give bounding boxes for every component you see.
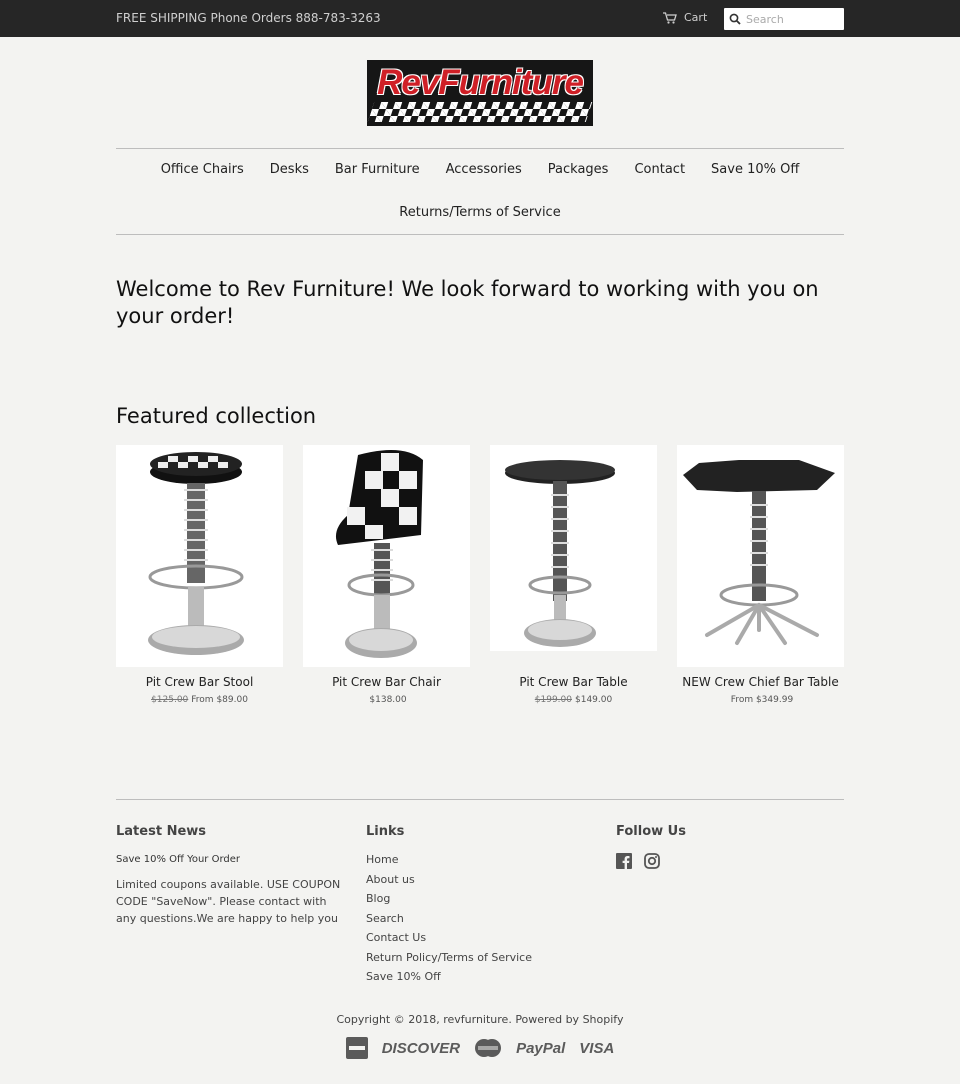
site-logo[interactable] xyxy=(367,60,593,126)
links-heading: Links xyxy=(366,824,405,839)
nav-desks[interactable]: Desks xyxy=(269,162,309,177)
product-price xyxy=(470,695,677,705)
follow-us-heading: Follow Us xyxy=(616,824,686,839)
product-price xyxy=(283,695,490,705)
nav-bar-furniture[interactable]: Bar Furniture xyxy=(334,162,420,177)
product-current-price: From $349.99 xyxy=(730,695,794,705)
product-name[interactable]: Pit Crew Bar Stool xyxy=(145,675,254,689)
featured-collection-title: Featured collection xyxy=(116,404,317,428)
news-article-body: Limited coupons available. USE COUPON CODE "SaveNow". Please contact with any questions.We are happy to help you xyxy=(116,878,341,925)
logo-checkered-flag xyxy=(368,102,592,122)
cart-icon xyxy=(663,12,677,24)
facebook-icon[interactable] xyxy=(616,853,632,873)
copyright: Copyright © 2018, revfurniture. Powered by Shopify xyxy=(336,1013,624,1026)
product-name[interactable]: Pit Crew Bar Chair xyxy=(332,675,441,689)
nav-divider-bottom xyxy=(116,234,844,235)
mastercard-icon xyxy=(474,1038,502,1058)
welcome-heading: Welcome to Rev Furniture! We look forward to working with you on your order! xyxy=(116,277,819,328)
footer-link-about-us[interactable]: About us xyxy=(366,872,415,886)
product-current-price: $138.00 xyxy=(369,695,407,705)
logo-wordmark: RevFurniture xyxy=(377,63,583,102)
product-price xyxy=(96,695,303,705)
product-current-price: $149.00 xyxy=(575,695,613,705)
nav-packages[interactable]: Packages xyxy=(547,162,609,177)
product-card[interactable] xyxy=(116,445,283,705)
nav-save-10-off[interactable]: Save 10% Off xyxy=(711,162,800,177)
news-article-title[interactable]: Save 10% Off Your Order xyxy=(116,854,241,865)
nav-accessories[interactable]: Accessories xyxy=(445,162,522,177)
cart-link[interactable] xyxy=(663,11,707,24)
top-bar xyxy=(0,0,960,37)
nav-office-chairs[interactable]: Office Chairs xyxy=(160,162,244,177)
footer-link-blog[interactable]: Blog xyxy=(366,892,391,905)
amex-icon xyxy=(346,1037,368,1059)
product-name[interactable]: NEW Crew Chief Bar Table xyxy=(682,675,839,689)
search-box[interactable] xyxy=(724,8,844,30)
search-input[interactable] xyxy=(746,13,840,26)
visa-icon: VISA xyxy=(579,1039,615,1057)
discover-icon: DISCOVER xyxy=(381,1039,461,1057)
payment-icons xyxy=(0,1037,960,1059)
footer-link-save-10-off[interactable]: Save 10% Off xyxy=(366,970,441,983)
product-name[interactable]: Pit Crew Bar Table xyxy=(519,675,628,689)
instagram-icon[interactable] xyxy=(644,853,660,873)
product-card[interactable] xyxy=(303,445,470,705)
footer-link-return-policy[interactable]: Return Policy/Terms of Service xyxy=(366,950,532,964)
shipping-notice: FREE SHIPPING Phone Orders 888-783-3263 xyxy=(116,11,381,25)
product-image[interactable] xyxy=(303,445,470,667)
product-price xyxy=(657,695,864,705)
product-old-price: $125.00 xyxy=(151,695,189,705)
latest-news-heading: Latest News xyxy=(116,824,207,839)
footer-link-search[interactable]: Search xyxy=(366,911,404,925)
main-nav xyxy=(116,148,844,234)
paypal-icon: PayPal xyxy=(516,1039,566,1057)
product-old-price: $199.00 xyxy=(534,695,572,705)
product-image[interactable] xyxy=(116,445,283,667)
product-current-price: From $89.00 xyxy=(191,695,248,705)
nav-contact[interactable]: Contact xyxy=(634,162,686,177)
cart-label: Cart xyxy=(684,11,708,24)
search-icon[interactable] xyxy=(724,13,746,25)
product-card[interactable] xyxy=(490,445,657,705)
nav-returns-terms[interactable]: Returns/Terms of Service xyxy=(399,205,561,220)
footer-link-home[interactable]: Home xyxy=(366,853,399,866)
social-links xyxy=(616,853,660,873)
footer-links xyxy=(366,853,532,990)
product-card[interactable] xyxy=(677,445,844,705)
product-image[interactable] xyxy=(677,445,844,667)
footer-link-contact-us[interactable]: Contact Us xyxy=(366,931,427,944)
product-image[interactable] xyxy=(490,445,657,667)
footer-divider xyxy=(116,799,844,800)
